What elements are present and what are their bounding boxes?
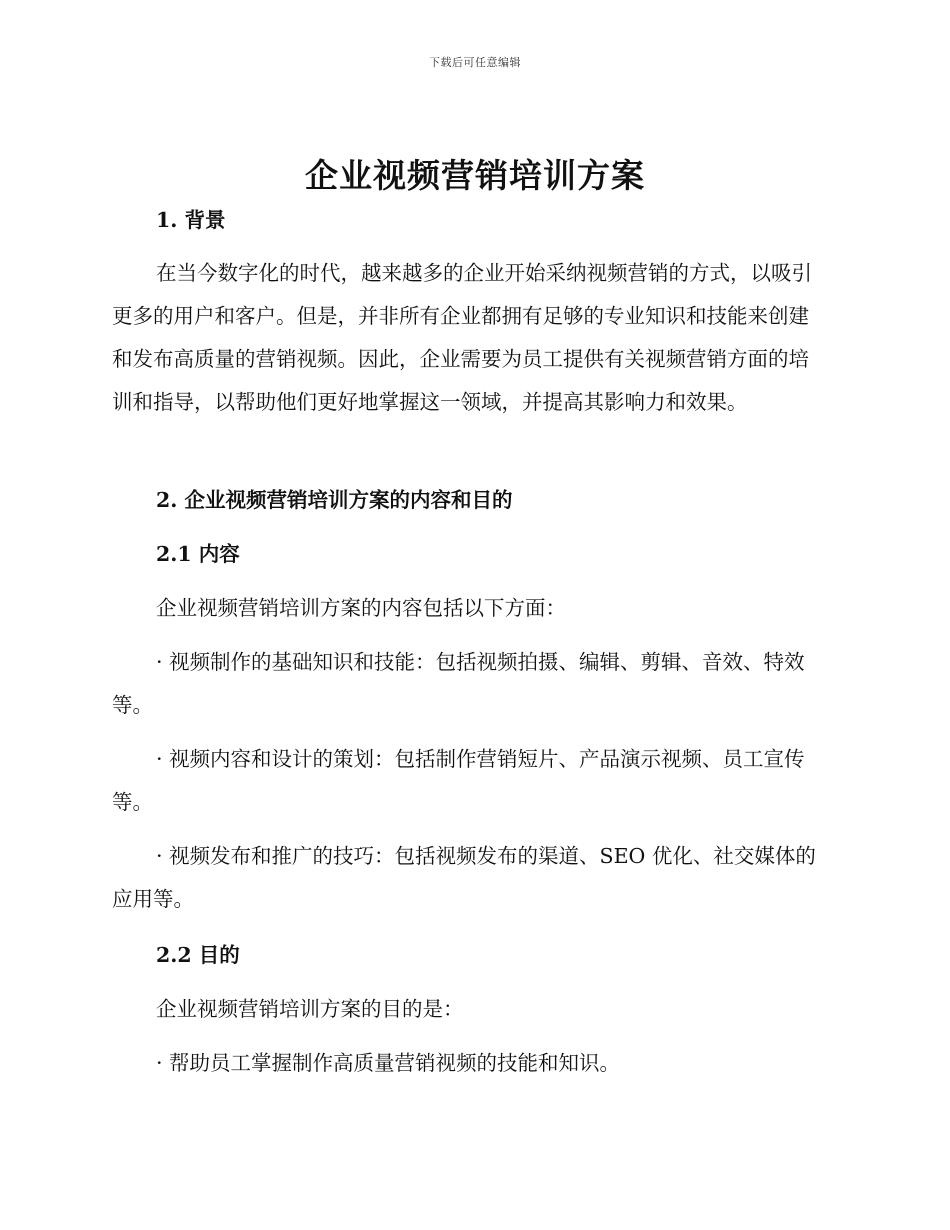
background-paragraph: 在当今数字化的时代，越来越多的企业开始采纳视频营销的方式，以吸引更多的用户和客户。但是，并非所有企业都拥有足够的专业知识和技能来创建和发布高质量的营销视频。因此，企业需要为员工提供有关视频营销方面的培训和指导，以帮助他们更好地掌握这一领域，并提高其影响力和效果。 — [112, 261, 812, 414]
content-list-item: · 视频制作的基础知识和技能：包括视频拍摄、编辑、剪辑、音效、特效等。 — [112, 650, 805, 717]
header-note: 下载后可任意编辑 — [429, 56, 521, 69]
content-list-item: · 视频内容和设计的策划：包括制作营销短片、产品演示视频、员工宣传等。 — [112, 747, 805, 814]
section-heading-content: 2.1 内容 — [156, 542, 240, 566]
purpose-list-item: · 帮助员工掌握制作高质量营销视频的技能和知识。 — [156, 1051, 621, 1075]
purpose-intro-paragraph: 企业视频营销培训方案的目的是： — [156, 997, 464, 1021]
section-heading-content-purpose: 2. 企业视频营销培训方案的内容和目的 — [156, 488, 513, 512]
document-title: 企业视频营销培训方案 — [305, 156, 645, 195]
content-intro-paragraph: 企业视频营销培训方案的内容包括以下方面： — [156, 596, 566, 620]
content-list-item: · 视频发布和推广的技巧：包括视频发布的渠道、SEO 优化、社交媒体的应用等。 — [112, 844, 816, 911]
section-heading-background: 1. 背景 — [156, 208, 226, 232]
section-heading-purpose: 2.2 目的 — [156, 943, 240, 967]
